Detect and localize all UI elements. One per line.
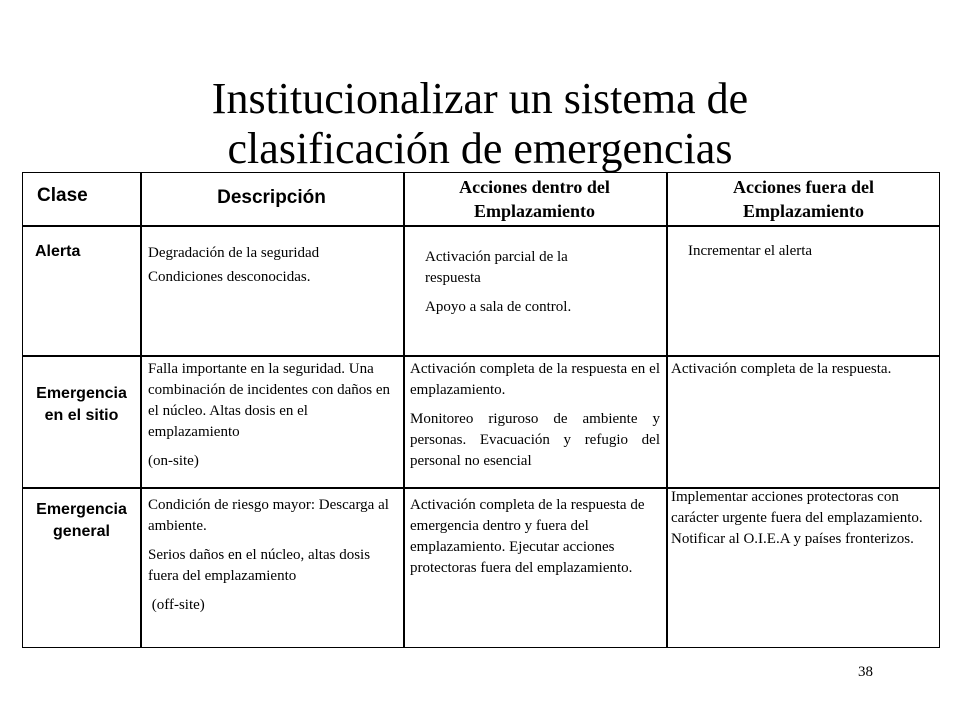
table-divider xyxy=(666,173,668,647)
row-emergencia-general-dentro: Activación completa de la respuesta de emergencia dentro y fuera del emplazamiento. Ejecutar acciones protectoras fuera del emplazamiento. xyxy=(410,497,645,576)
row-label-emergencia-sitio: Emergencia en el sitio xyxy=(36,385,127,424)
row-emergencia-sitio-fuera: Activación completa de la respuesta. xyxy=(671,361,892,377)
header-acciones-fuera: Acciones fuera del Emplazamiento xyxy=(733,177,874,221)
page-number: 38 xyxy=(858,664,873,680)
table-divider xyxy=(23,355,939,357)
slide-title xyxy=(0,74,960,174)
slide-title-line-1: Institucionalizar un sistema de xyxy=(211,74,749,123)
row-emergencia-general-descripcion: Condición de riesgo mayor: Descarga al ambiente. Serios daños en el núcleo, altas dosis fuera del emplazamiento (off-site) xyxy=(148,497,389,613)
row-label-alerta: Alerta xyxy=(35,243,81,260)
row-emergencia-general-fuera: Implementar acciones protectoras con carácter urgente fuera del emplazamiento. Notificar al O.I.E.A y países fronterizos. xyxy=(671,489,923,547)
slide-title-line-2: clasificación de emergencias xyxy=(227,124,733,173)
row-alerta-dentro: Activación parcial de la respuesta Apoyo a sala de control. xyxy=(425,249,572,315)
table-divider xyxy=(23,225,939,227)
emergency-classification-table xyxy=(22,172,940,648)
row-alerta-fuera: Incrementar el alerta xyxy=(688,243,813,259)
row-emergencia-sitio-descripcion: Falla importante en la seguridad. Una combinación de incidentes con daños en el núcleo. Altas dosis en el emplazamiento (on-site) xyxy=(148,361,391,469)
row-emergencia-sitio-dentro: Activación completa de la respuesta en el emplazamiento. Monitoreo riguroso de ambiente y personas. Evacuación y refugio del personal no esencial xyxy=(410,361,660,469)
header-clase: Clase xyxy=(37,185,88,206)
row-alerta-descripcion: Degradación de la seguridad Condiciones desconocidas. xyxy=(148,245,320,285)
header-descripcion: Descripción xyxy=(217,187,326,208)
row-label-emergencia-general: Emergencia general xyxy=(36,501,127,540)
table-divider xyxy=(140,173,142,647)
table-divider xyxy=(403,173,405,647)
header-acciones-dentro: Acciones dentro del Emplazamiento xyxy=(459,177,610,221)
